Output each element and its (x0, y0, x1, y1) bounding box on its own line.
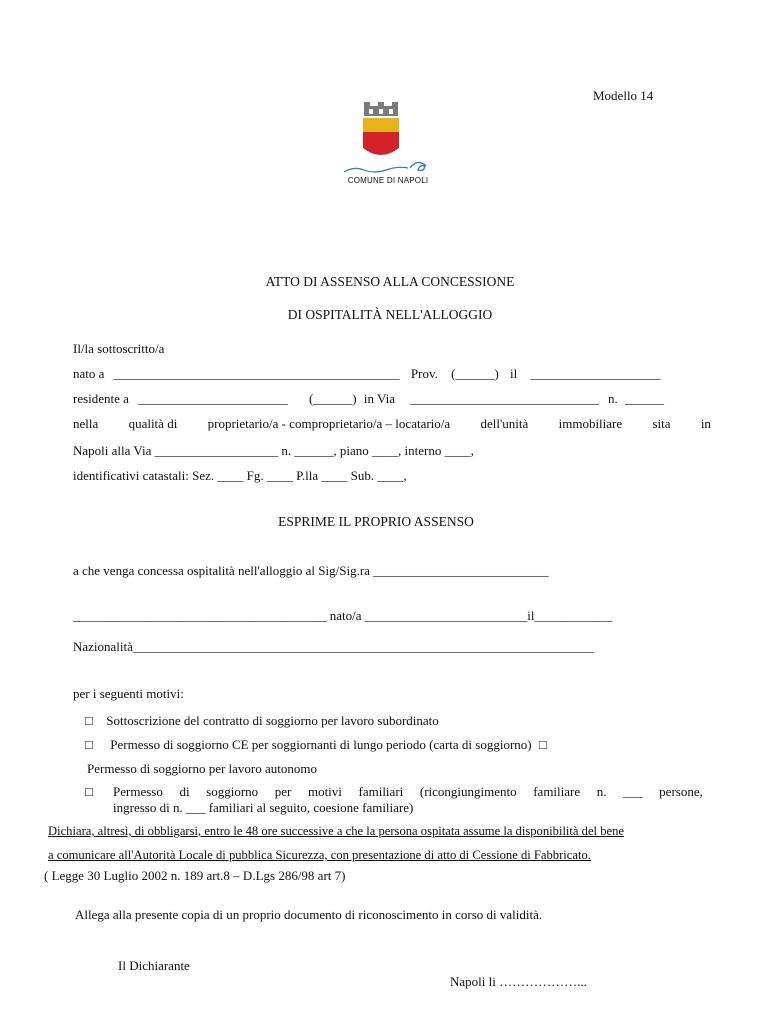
dichiara-line-1: Dichiara, altresì, di obbligarsi, entro le 48 ore successive a che la persona ospitata assume la disponibilità del bene (48, 824, 624, 838)
dichiarante-label: Il Dichiarante (118, 958, 190, 973)
motivo-label-4 (113, 784, 703, 800)
napoli-address-line: Napoli alla Via ___________________ n. ______, piano ____, interno ____, (73, 443, 474, 458)
napoli-date-line: Napoli li ………………... (450, 974, 587, 989)
dichiara-line-2: a comunicare all'Autorità Locale di pubblica Sicurezza, con presentazione di atto di Cessione di Fabbricato. (48, 848, 591, 862)
comune-di-napoli-logo (340, 100, 436, 192)
qualita-word: proprietario/a - comproprietario/a – locatario/a (207, 416, 451, 431)
logo-text: COMUNE DI NAPOLI (347, 176, 429, 185)
motivo-4-word: familiare (533, 784, 581, 799)
assenso-line-1: a che venga concessa ospitalità nell'alloggio al Sig/Sig.ra ___________________________ (73, 563, 549, 578)
title-line-2: DI OSPITALITÀ NELL'ALLOGGIO (287, 307, 493, 322)
checkbox-icon[interactable]: □ (85, 784, 93, 799)
assenso-line-2: _______________________________________ nato/a _________________________il____________ (73, 608, 613, 623)
motivo-4-word: ___ (623, 784, 643, 799)
nato-line (73, 366, 661, 382)
motivo-option-1 (85, 713, 439, 729)
motivo-4-word: per (274, 784, 292, 799)
motivo-4-word: persone, (659, 784, 703, 799)
motivo-label-2: Permesso di soggiorno CE per soggiornanti di lungo periodo (carta di soggiorno) (110, 737, 532, 752)
intro-text: Il/la sottoscritto/a (73, 341, 165, 356)
nazionalita-line: Nazionalità_______________________________________________________________________ (73, 639, 595, 654)
via-label: in Via (363, 391, 395, 406)
title-line-1: ATTO DI ASSENSO ALLA CONCESSIONE (265, 274, 515, 289)
nato-label: nato a (73, 366, 105, 381)
qualita-word: sita (652, 416, 671, 431)
residente-blank: _______________________ (138, 391, 288, 406)
il-blank: ____________________ (530, 366, 661, 381)
il-label: il (510, 366, 518, 381)
checkbox-icon[interactable]: □ (85, 737, 93, 752)
qualita-word: in (700, 416, 711, 431)
motivo-4-word: soggiorno (206, 784, 259, 799)
allega-text: Allega alla presente copia di un proprio documento di riconoscimento in corso di validità. (75, 907, 543, 922)
nato-blank: ____________________________________________ (113, 366, 400, 381)
legge-reference: ( Legge 30 Luglio 2002 n. 189 art.8 – D.Lgs 286/98 art 7) (44, 868, 346, 883)
motivo-4-word: motivi (307, 784, 342, 799)
motivo-label-1: Sottoscrizione del contratto di soggiorno per lavoro subordinato (106, 713, 439, 728)
motivo-4-word: n. (596, 784, 607, 799)
motivo-label-3: Permesso di soggiorno per lavoro autonomo (87, 761, 317, 776)
prov-label: Prov. (410, 366, 438, 381)
qualita-line (73, 416, 711, 432)
checkbox-icon[interactable]: □ (538, 737, 547, 752)
prov-blank: (______) (451, 366, 499, 381)
qualita-word: nella (73, 416, 99, 431)
motivo-4-word: Permesso (113, 784, 163, 799)
model-number: Modello 14 (593, 88, 654, 103)
residente-label: residente a (73, 391, 129, 406)
assenso-heading: ESPRIME IL PROPRIO ASSENSO (278, 514, 474, 529)
qualita-word: qualità di (128, 416, 178, 431)
motivo-option-2 (85, 737, 553, 753)
motivo-4-word: familiari (358, 784, 404, 799)
residente-prov-blank: (______) (308, 391, 357, 406)
checkbox-icon[interactable]: □ (85, 713, 93, 728)
motivo-4-word: (ricongiungimento (419, 784, 517, 799)
via-blank: _____________________________ (410, 391, 599, 406)
catasto-line: identificativi catastali: Sez. ____ Fg. ____ P.lla ____ Sub. ____, (73, 468, 407, 483)
residente-line (73, 391, 664, 407)
motivo-option-4-checkbox (85, 784, 99, 800)
motivo-4-word: di (179, 784, 190, 799)
motivi-intro: per i seguenti motivi: (73, 686, 184, 701)
motivo-label-4-line-2: ingresso di n. ___ familiari al seguito, coesione familiare) (113, 800, 414, 815)
qualita-word: immobiliare (558, 416, 623, 431)
numero-blank: ______ (625, 391, 664, 406)
numero-label: n. (608, 391, 618, 406)
coat-of-arms-icon (340, 100, 436, 176)
qualita-word: dell'unità (480, 416, 529, 431)
